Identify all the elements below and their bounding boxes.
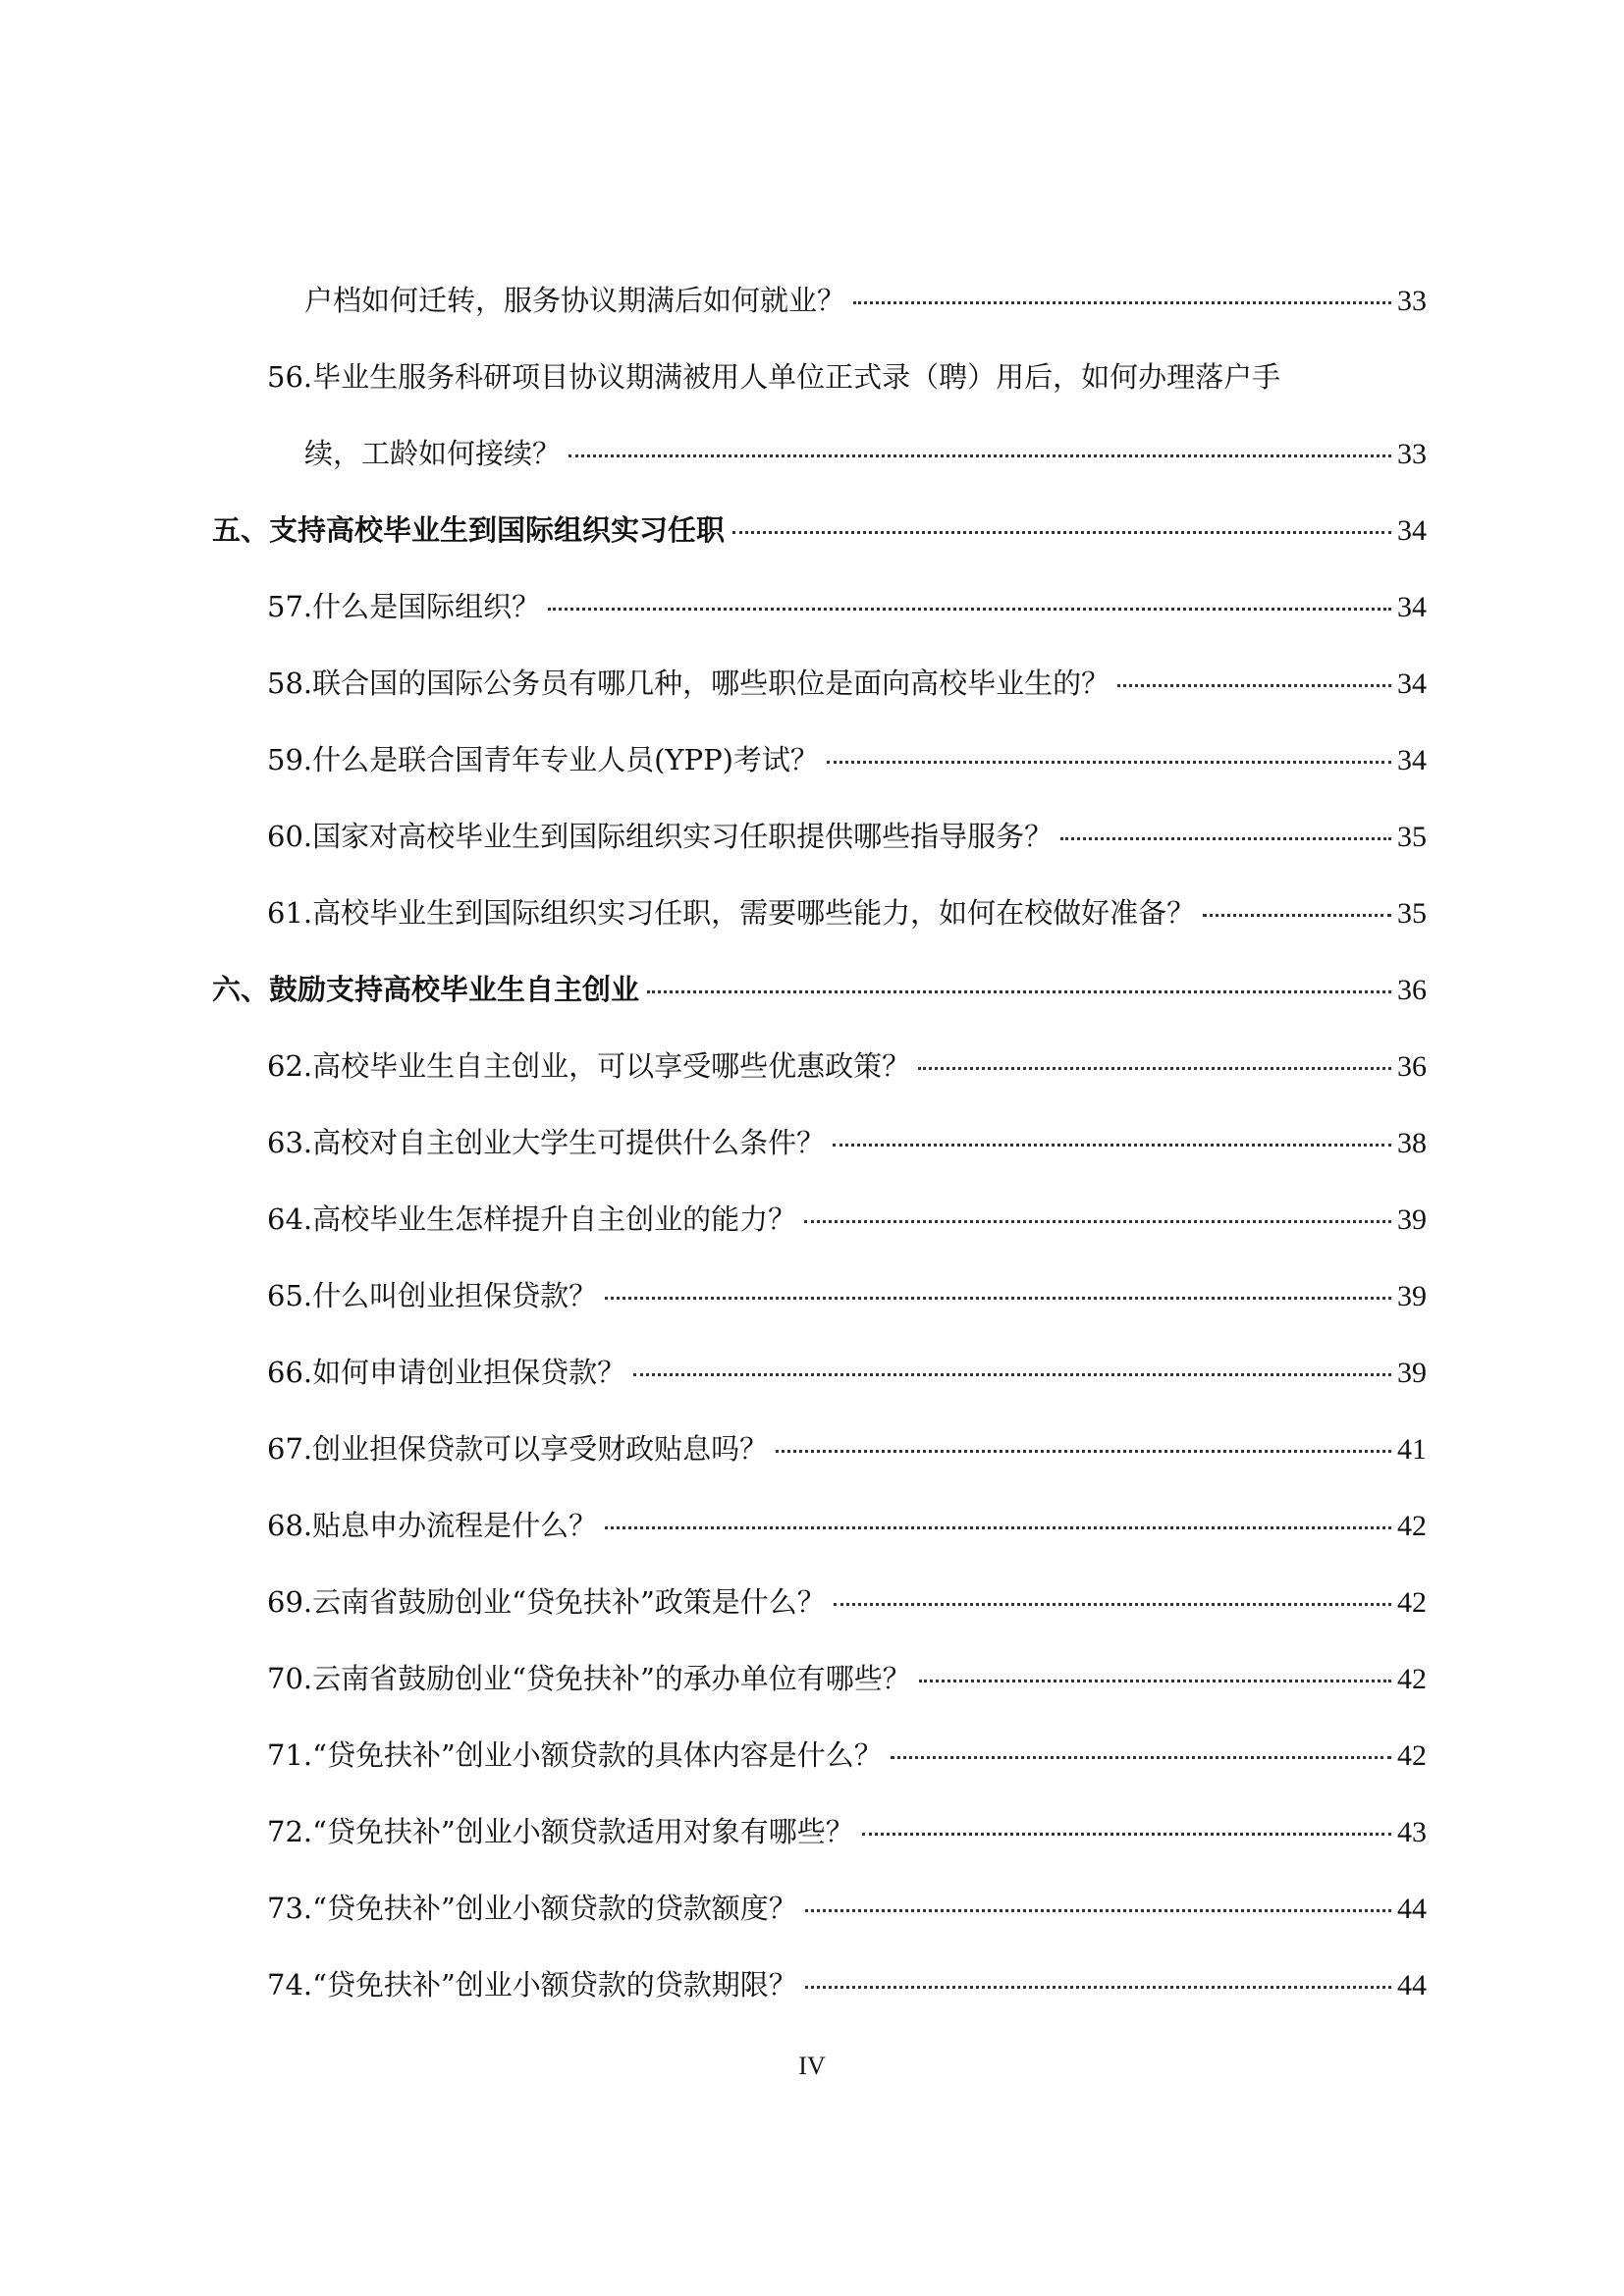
toc-entry-page: 34	[1397, 744, 1427, 776]
toc-entry-title: 59.什么是联合国青年专业人员(YPP)考试？	[267, 743, 819, 776]
toc-entry-title: 63.高校对自主创业大学生可提供什么条件？	[267, 1126, 826, 1159]
toc-entry-title: 64.高校毕业生怎样提升自主创业的能力？	[267, 1202, 797, 1236]
toc-entry-title: 56.毕业生服务科研项目协议期满被用人单位正式录（聘）用后，如何办理落户手	[267, 360, 1281, 394]
toc-entry-page: 39	[1397, 1357, 1427, 1389]
toc-entry[interactable]	[0, 347, 1624, 406]
toc-section-title: 五、支持高校毕业生到国际组织实习任职	[212, 513, 726, 547]
page-number: IV	[798, 2052, 826, 2080]
dot-leader	[805, 1909, 1391, 1912]
dot-leader	[891, 1756, 1391, 1759]
toc-entry[interactable]	[0, 1037, 1624, 1095]
toc-entry[interactable]	[0, 1266, 1624, 1325]
toc-entry-title: 70.云南省鼓励创业“贷免扶补”的承办单位有哪些？	[267, 1662, 911, 1695]
toc-entry[interactable]	[0, 1113, 1624, 1172]
toc-entry[interactable]	[0, 1573, 1624, 1631]
dot-leader	[1117, 684, 1391, 687]
dot-leader	[647, 990, 1391, 993]
toc-entry-page: 34	[1397, 514, 1427, 547]
toc-entry-page: 42	[1397, 1663, 1427, 1695]
toc-entry[interactable]	[0, 1419, 1624, 1478]
toc-entry-page: 34	[1397, 667, 1427, 700]
toc-entry-page: 44	[1397, 1893, 1427, 1925]
dot-leader	[918, 1067, 1391, 1070]
dot-leader	[834, 1603, 1391, 1606]
dot-leader	[833, 1144, 1391, 1147]
toc-entry[interactable]	[0, 1955, 1624, 2014]
toc-entry-title: 户档如何迁转，服务协议期满后如何就业？	[304, 284, 846, 317]
toc-entry-page: 41	[1397, 1433, 1427, 1466]
toc-entry[interactable]	[0, 1496, 1624, 1555]
dot-leader	[776, 1450, 1391, 1453]
toc-entry[interactable]	[0, 1879, 1624, 1938]
toc-entry-page: 38	[1397, 1127, 1427, 1159]
dot-leader	[919, 1680, 1391, 1682]
toc-entry-title: 60.国家对高校毕业生到国际组织实习任职提供哪些指导服务？	[267, 820, 1054, 853]
toc-entry-page: 39	[1397, 1280, 1427, 1312]
toc-entry-title: 58.联合国的国际公务员有哪几种，哪些职位是面向高校毕业生的？	[267, 667, 1110, 700]
toc-entry-title: 67.创业担保贷款可以享受财政贴息吗？	[267, 1432, 769, 1466]
toc-entry-page: 36	[1397, 974, 1427, 1006]
toc-section[interactable]	[0, 960, 1624, 1019]
dot-leader	[633, 1373, 1391, 1376]
toc-entry-page: 42	[1397, 1739, 1427, 1772]
toc-entry-title: 72.“贷免扶补”创业小额贷款适用对象有哪些？	[267, 1815, 854, 1848]
toc-entry-title: 65.什么叫创业担保贷款？	[267, 1279, 598, 1312]
toc-entry-page: 34	[1397, 591, 1427, 623]
toc-entry-title: 71.“贷免扶补”创业小额贷款的具体内容是什么？	[267, 1738, 883, 1772]
toc-entry-title: 73.“贷免扶补”创业小额贷款的贷款额度？	[267, 1892, 797, 1925]
toc-entry[interactable]	[0, 271, 1624, 330]
toc-entry-title: 66.如何申请创业担保贷款？	[267, 1356, 626, 1389]
toc-entry-page: 33	[1397, 285, 1427, 317]
dot-leader	[804, 1220, 1391, 1223]
toc-entry[interactable]	[0, 577, 1624, 636]
toc-entry-title: 续，工龄如何接续？	[304, 437, 562, 470]
dot-leader	[548, 608, 1391, 611]
toc-entry-title: 74.“贷免扶补”创业小额贷款的贷款期限？	[267, 1968, 797, 2002]
toc-entry[interactable]	[0, 654, 1624, 713]
toc-entry[interactable]	[0, 730, 1624, 789]
toc-entry[interactable]	[0, 1190, 1624, 1249]
toc-entry-title: 62.高校毕业生自主创业，可以享受哪些优惠政策？	[267, 1049, 911, 1083]
toc-entry[interactable]	[0, 1726, 1624, 1785]
toc-entry-page: 43	[1397, 1816, 1427, 1848]
toc-entry[interactable]	[0, 1802, 1624, 1861]
toc-entry-page: 36	[1397, 1050, 1427, 1083]
toc-entry-page: 44	[1397, 1969, 1427, 2002]
toc-section-title: 六、鼓励支持高校毕业生自主创业	[212, 973, 640, 1006]
dot-leader	[862, 1833, 1391, 1836]
toc-entry-page: 42	[1397, 1510, 1427, 1542]
dot-leader	[827, 761, 1391, 764]
toc-entry[interactable]	[0, 424, 1624, 483]
toc-entry[interactable]	[0, 883, 1624, 942]
toc-section[interactable]	[0, 501, 1624, 560]
dot-leader	[853, 301, 1391, 304]
toc-entry[interactable]	[0, 807, 1624, 866]
dot-leader	[1203, 914, 1391, 917]
toc-entry-page: 42	[1397, 1586, 1427, 1619]
toc-entry[interactable]	[0, 1343, 1624, 1402]
toc-entry-page: 33	[1397, 438, 1427, 470]
dot-leader	[805, 1986, 1391, 1989]
dot-leader	[605, 1526, 1391, 1529]
toc-entry-title: 68.贴息申办流程是什么？	[267, 1509, 598, 1542]
toc-entry-title: 57.什么是国际组织？	[267, 590, 541, 623]
dot-leader	[605, 1297, 1391, 1300]
toc-entry-page: 35	[1397, 897, 1427, 930]
toc-entry-page: 39	[1397, 1203, 1427, 1236]
toc-entry-title: 69.云南省鼓励创业“贷免扶补”政策是什么？	[267, 1585, 826, 1619]
toc-entry-title: 61.高校毕业生到国际组织实习任职，需要哪些能力，如何在校做好准备？	[267, 896, 1196, 930]
dot-leader	[732, 531, 1391, 534]
toc-entry[interactable]	[0, 1649, 1624, 1708]
toc-entry-page: 35	[1397, 821, 1427, 853]
dot-leader	[568, 454, 1391, 457]
dot-leader	[1060, 837, 1391, 840]
